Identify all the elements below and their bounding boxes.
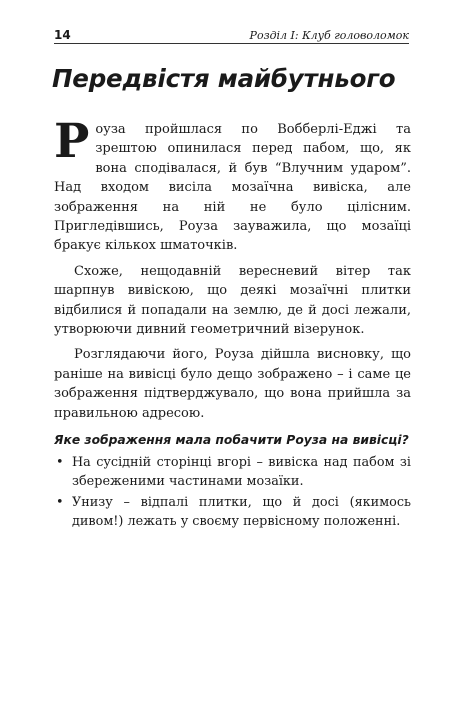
page-header	[54, 28, 409, 44]
running-head: Розділ І: Клуб головоломок	[249, 29, 409, 42]
paragraph-3: Розглядаючи його, Роуза дійшла висновку, що раніше на вивісці було дещо зображено – і саме це зображення підтверджувало, що вона прийшла за правильною адресою.	[54, 347, 411, 421]
bullet-item: • На сусідній сторінці вгорі – вивіска над пабом зі збереженими частинами мозаїки.	[54, 453, 411, 491]
bullet-list	[54, 453, 411, 531]
paragraph-1-text: оуза пройшлася по Вобберлі-Еджі та зрештою опинилася перед пабом, що, як вона сподівалася, й був “Влучним ударом”. Над входом висіла мозаїчна вивіска, але зображення на ній не було цілісним. Пригледівшись, Роуза зауважила, що мозаїці бракує кількох шматочків.	[54, 122, 411, 254]
page-number: 14	[54, 28, 71, 42]
body-text	[54, 114, 411, 533]
chapter-title: Передвістя майбутнього	[52, 64, 396, 93]
puzzle-question: Яке зображення мала побачити Роуза на вивісці?	[54, 433, 409, 448]
header-rule	[54, 43, 409, 44]
paragraph-1	[54, 114, 411, 256]
paragraph-2: Схоже, нещодавній вересневий вітер так шарпнув вивіскою, що деякі мозаїчні плитки відбилися й попадали на землю, де й досі лежали, утворюючи дивний геометричний візерунок.	[54, 263, 411, 338]
bullet-item: • Унизу – відпалі плитки, що й досі (якимось дивом!) лежать у своєму первісному положенні.	[54, 493, 411, 531]
drop-cap: Р	[54, 114, 90, 169]
